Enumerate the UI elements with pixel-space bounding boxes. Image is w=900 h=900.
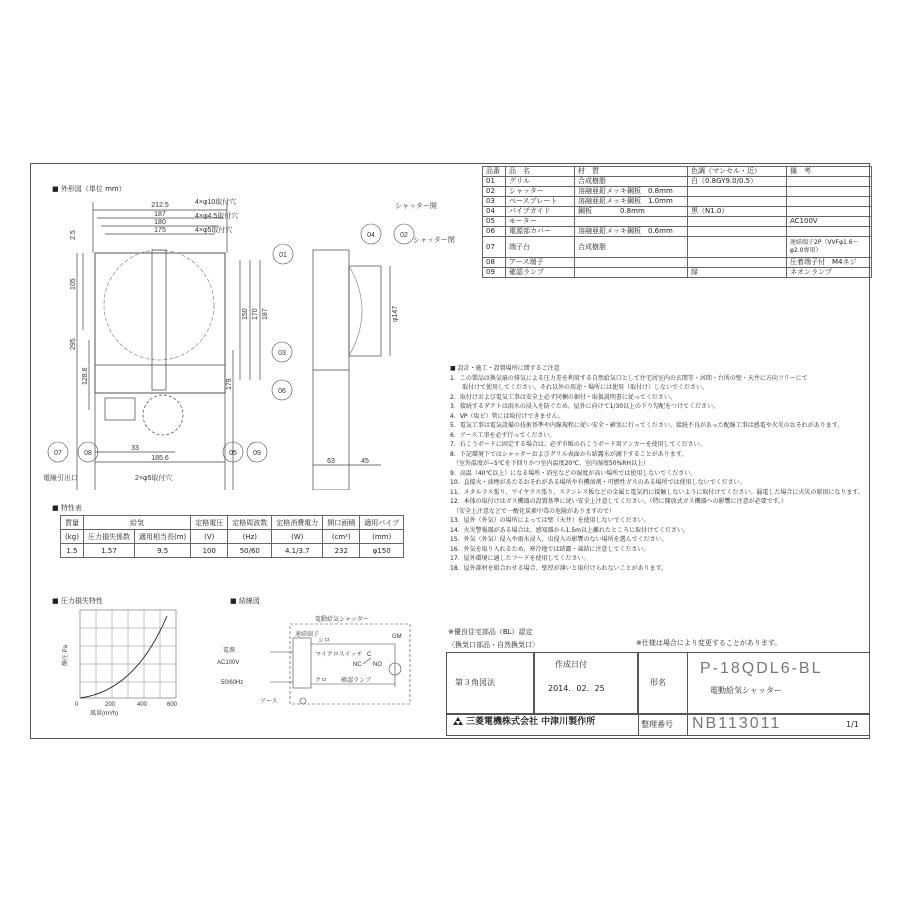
part-name: アース端子 (506, 258, 575, 268)
part-material: 溶融亜鉛メッキ鋼板 1.0mm (575, 197, 688, 207)
hole-5-label: 4×φ5取付穴 (195, 227, 233, 234)
callout-04-label: 04 (367, 232, 375, 239)
spec-title: ■ 特性表 (52, 504, 82, 512)
dim-phi147: φ147 (392, 305, 399, 322)
pressure-chart (55, 606, 185, 718)
spec-header-row (61, 516, 404, 530)
part-material: 溶融亜鉛メッキ鋼板 0.8mm (575, 187, 688, 197)
note-line: 16．外気を取り入れるため、寒冷地では結露・凍結に注意してください。 (450, 545, 650, 553)
dim-33: 33 (131, 445, 139, 452)
part-remark (787, 187, 872, 197)
part-no: 08 (483, 258, 506, 268)
outline-drawing (35, 190, 455, 490)
part-no: 07 (483, 237, 506, 258)
part-color (688, 217, 787, 227)
grille-circle (104, 250, 214, 360)
hole-5b-label: 2×φ5取付穴 (135, 475, 173, 482)
dim-2-5: 2.5 (70, 230, 77, 240)
callout-05-label: 05 (229, 450, 237, 457)
dim-128-6: 128.6 (82, 367, 89, 385)
spec-value-row (61, 544, 404, 558)
form-label: 形名 (650, 678, 666, 687)
note-line: 2．取付けおよび電気工事は安全上必ず同梱の据付・取扱説明書に従ってください。 (450, 393, 676, 401)
table-row (483, 227, 872, 237)
earth-icon (300, 698, 306, 704)
note-line: 18．屋外部材を組合わせる場合、壁厚が薄いと取付けられないことがあります。 (450, 564, 668, 572)
part-remark: 速結端子2P（VVFφ1.6〜φ2.0専用） (787, 237, 872, 258)
x-tick: 200 (105, 702, 116, 708)
wiring-title: ■ 結線図 (230, 597, 260, 605)
spec-value-cell: 1.57 (84, 544, 135, 558)
part-color: 緑 (688, 268, 787, 278)
part-material (575, 217, 688, 227)
spec-header-cell: 開口面積 (323, 516, 360, 530)
part-remark: ネオンランプ (787, 268, 872, 278)
spec-unit-cell: (Hz) (228, 530, 272, 544)
power-label: 電源 (223, 648, 236, 654)
table-row (483, 207, 872, 217)
part-name: グリル (506, 177, 575, 187)
part-no: 09 (483, 268, 506, 278)
spec-unit-cell: (kg) (61, 530, 84, 544)
spec-value-cell: φ150 (360, 544, 404, 558)
note-line: 9．高温（40℃以上）になる場所・浴室などの湿度が高い場所では使用しないでください。 (450, 469, 697, 477)
spec-header-cell: 適用パイプ (360, 516, 404, 530)
part-material: 合成樹脂 (575, 237, 688, 258)
date-label: 作成日付 (555, 660, 587, 669)
callout-03-label: 03 (278, 350, 286, 357)
parts-header-cell: 色調（マンセル・近） (688, 167, 787, 177)
parts-header-cell: 品 名 (506, 167, 575, 177)
no-label: NO (373, 662, 382, 668)
spec-value-cell: 4.1/3.7 (272, 544, 323, 558)
company-name: 三菱電機株式会社 中津川製作所 (466, 717, 596, 727)
lamp-label: 確認ランプ (341, 678, 372, 684)
y-axis-label: 静圧 Pa (63, 644, 69, 666)
callout-09-label: 09 (253, 450, 261, 457)
note-line: （室外温度が−5℃を下回りかつ室内温度20℃、室内湿度50%RH以上） (450, 460, 649, 467)
dim-212: 212.5 (151, 202, 169, 209)
part-color: 黒（N1.0） (688, 207, 787, 217)
spec-header-cell: 質量 (61, 516, 84, 530)
product-name: 電動給気シャッター (710, 686, 782, 695)
projection-method: 第３角図法 (455, 678, 495, 687)
notes-title: ■ 設計・施工・設置場所に関するご注意 (450, 365, 560, 372)
note-line: 10．直接火・油煙があたるおそれがある場所や有機溶剤・可燃性ガスのある場所では使用しないでください。 (450, 479, 746, 486)
note-line: 3．接続するダクトは雨水の浸入を防ぐため、屋外に向けて1/30以上の下り勾配をつけてください。 (450, 403, 720, 410)
callout-06-label: 06 (278, 388, 286, 395)
part-name: パイプガイド (506, 207, 575, 217)
dim-175: 175 (154, 227, 166, 234)
dim-170: 170 (252, 308, 259, 320)
number-label: 整理番号 (641, 720, 673, 729)
parts-header (483, 167, 872, 177)
wire-hole-label: 電線引出口 (43, 475, 78, 482)
callout-02-label: 02 (400, 232, 408, 239)
callout-01-label: 01 (279, 252, 287, 259)
note-line: 5．電気工事は電気設備の技術基準や内線規程に従い安全・確実に行ってください。接続不良があった配線工事は感電や火災のおそれがあります。 (450, 422, 844, 429)
gm-label: GM (392, 634, 402, 640)
spec-header-cell: 定格電圧 (191, 516, 228, 530)
pressure-curve (80, 616, 167, 698)
note-line: 14．火災警報器がある場合は、感知器から1.5m以上離れたところに取付けてください。 (450, 526, 690, 534)
hole-45-label: 4×φ4.5取付穴 (195, 213, 239, 220)
terminal-label: 速結端子 (295, 632, 320, 638)
spec-value-cell: 100 (191, 544, 228, 558)
x-axis-label: 風量(m³/h) (90, 711, 118, 717)
part-no: 01 (483, 177, 506, 187)
x-tick: 400 (137, 702, 148, 708)
part-color (688, 197, 787, 207)
pressure-title: ■ 圧力損失特性 (52, 597, 103, 605)
shutter-open-label: シャッター開 (395, 203, 437, 210)
spec-header-cell: 定格周波数 (228, 516, 272, 530)
x-tick: 600 (167, 702, 178, 708)
spec-unit-cell: (W) (272, 530, 323, 544)
spec-value-cell: 232 (323, 544, 360, 558)
table-row (483, 237, 872, 258)
mitsubishi-logo-icon (450, 716, 466, 736)
spec-header-cell: 定格消費電力 (272, 516, 323, 530)
shutter-close-label: シャッター閉 (413, 237, 455, 244)
dim-63: 63 (327, 458, 335, 465)
spec-unit-cell: (V) (191, 530, 228, 544)
note-line: 7．石こうボードに固定する場合は、必ず市販の石こうボード用アンカーを使用してください。 (450, 441, 706, 448)
table-row (483, 197, 872, 207)
table-row (483, 258, 872, 268)
part-color (688, 258, 787, 268)
dim-187-v: 187 (262, 308, 269, 320)
dim-150: 150 (242, 308, 249, 320)
table-row (483, 187, 872, 197)
part-color (688, 187, 787, 197)
note-line: 8．下記環境下ではシャッターおよびグリル表面から結露水が滴下することがあります。 (450, 450, 688, 458)
parts-header-cell: 品番 (483, 167, 506, 177)
part-name: 電源部カバー (506, 227, 575, 237)
parts-table (482, 166, 872, 278)
note-line: 15．外気（外気）侵入や雨水浸入、虫侵入の影響のない場所を選んでください。 (450, 536, 668, 543)
part-remark: AC100V (787, 217, 872, 227)
spec-table (60, 515, 404, 558)
part-material: 溶融亜鉛メッキ鋼板 0.6mm (575, 227, 688, 237)
part-material: 合成樹脂 (575, 177, 688, 187)
part-no: 03 (483, 197, 506, 207)
spec-change-note: ※仕様は場合により変更することがあります。 (636, 639, 782, 647)
dim-187: 187 (154, 211, 166, 218)
part-remark (787, 227, 872, 237)
hole-10-label: 4×φ10取付穴 (195, 199, 237, 206)
outline-title: ■ 外形図（単位 mm） (52, 185, 126, 193)
dim-180: 180 (154, 219, 166, 226)
table-row (483, 268, 872, 278)
nc-label: NC (353, 662, 362, 668)
spec-unit-cell: (mm) (360, 530, 404, 544)
spec-value-cell: 9.5 (135, 544, 191, 558)
note-line: 4．VP（塩ビ）管には取付けできません。 (450, 412, 564, 420)
notes-block (450, 364, 870, 573)
white-wire-label: シロ (318, 638, 331, 644)
x-tick: 0 (75, 702, 79, 708)
note-line: （安全上注意などで一酸化炭素中毒の危険がありますので） (450, 507, 616, 515)
dim-185-6: 185.6 (151, 455, 169, 462)
spec-value-cell: 50/60 (228, 544, 272, 558)
note-line: 11．メタルラス張り、ワイヤラス張り、ステンレス板などの金属と電気的に接触しないように取付けてください。漏電した場合に火災の原因になります。 (450, 488, 864, 496)
note-line: 6．アース工事を必ず行ってください。 (450, 431, 556, 439)
parts-header-cell: 備 考 (787, 167, 872, 177)
part-name: 端子台 (506, 237, 575, 258)
hz-label: 50/60Hz (221, 680, 244, 686)
part-no: 05 (483, 217, 506, 227)
model-number: P-18QDL6-BL (700, 660, 823, 677)
part-name: モーター (506, 217, 575, 227)
part-name: ベースプレート (506, 197, 575, 207)
c-label: C (367, 652, 372, 658)
spec-unit-cell: 圧力損失係数 (84, 530, 135, 544)
page-number: 1/1 (846, 720, 859, 729)
part-color (688, 227, 787, 237)
note-line: 17．屋外環境に適したフードを使用してください。 (450, 555, 590, 562)
note-line: 13．屋外（外気）の場所によっては壁（天井）を使用しないでください。 (450, 517, 650, 524)
part-color: 白（0.8GY9.0/0.5） (688, 177, 787, 187)
part-material (575, 268, 688, 278)
earth-label: アース (260, 699, 278, 705)
bl-note: ※優良住宅部品（BL）認定 (448, 628, 533, 636)
note-line: 12．本体の取付けはガス機器の設置基準に従い安全上注意してください。（特に開放式ガス機器への影響に注意が必要です。） (450, 498, 788, 505)
part-no: 06 (483, 227, 506, 237)
ac-label: AC100V (217, 660, 240, 666)
drawing-number: NB113011 (692, 715, 782, 732)
part-name: 確認ランプ (506, 268, 575, 278)
date-value: 2014．02．25 (548, 684, 605, 693)
part-material (575, 258, 688, 268)
table-row (483, 177, 872, 187)
spec-header-cell: 給気 (84, 516, 191, 530)
black-wire-label: クロ (315, 678, 328, 684)
bl-sub: 〈換気口部品・自然換気口〉 (448, 641, 539, 649)
part-remark: 圧着端子付 M4ネジ (787, 258, 872, 268)
part-remark (787, 177, 872, 187)
part-no: 04 (483, 207, 506, 217)
part-name: シャッター (506, 187, 575, 197)
spec-unit-cell: 適用相当長(m) (135, 530, 191, 544)
spec-unit-cell: (cm²) (323, 530, 360, 544)
dim-295: 295 (70, 338, 77, 350)
wiring-top-label: 電動給気シャッター (315, 617, 369, 623)
part-remark (787, 197, 872, 207)
note-line: 1．この製品は換気扇の排気による圧力差を利用する自然給気口として住宅居室内の玄関等・居間・台所の壁・天井に方向フリーにて (450, 374, 808, 382)
dim-105: 105 (70, 278, 77, 290)
micro-switch-label: マイクロスイッチ (315, 652, 363, 658)
spec-sub-row (61, 530, 404, 544)
part-material: 鋼板 0.8mm (575, 207, 688, 217)
callout-07-label: 07 (54, 450, 62, 457)
part-remark (787, 207, 872, 217)
dim-45: 45 (361, 458, 369, 465)
spec-value-cell: 1.5 (61, 544, 84, 558)
table-row (483, 217, 872, 227)
dim-179: 179 (226, 378, 233, 390)
callout-08-label: 08 (84, 450, 92, 457)
part-color (688, 237, 787, 258)
wiring-diagram (215, 612, 425, 712)
parts-header-cell: 材 質 (575, 167, 688, 177)
note-line: 取付けて使用してください。それ以外の用途・場所には使用（取付け）しないでください。 (450, 384, 709, 391)
part-no: 02 (483, 187, 506, 197)
